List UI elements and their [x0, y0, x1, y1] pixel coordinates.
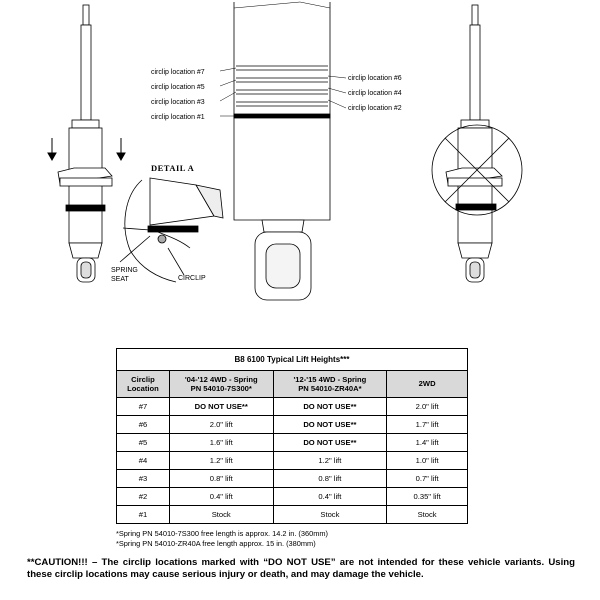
cell-2wd: 2.0" lift: [387, 398, 468, 416]
cell-12-15: Stock: [273, 506, 387, 524]
header-circlip-location: Circlip Location: [117, 371, 170, 398]
cell-12-15: DO NOT USE**: [273, 434, 387, 452]
footnote-7s300: *Spring PN 54010-7S300 free length is approx. 14.2 in. (360mm): [116, 529, 328, 538]
cell-location: #3: [117, 470, 170, 488]
table-title: B8 6100 Typical Lift Heights***: [117, 349, 468, 371]
spring-seat-label-1: SPRING: [111, 267, 138, 274]
circlip-location-7-label: circlip location #7: [151, 69, 205, 76]
cell-12-15: 0.8" lift: [273, 470, 387, 488]
header-04-12-4wd: '04-'12 4WD - Spring PN 54010-7S300*: [169, 371, 273, 398]
cell-04-12: 1.6" lift: [169, 434, 273, 452]
detail-title: DETAIL A: [151, 163, 195, 173]
table-row: [117, 470, 468, 488]
cell-04-12: 1.2" lift: [169, 452, 273, 470]
cell-2wd: 0.7" lift: [387, 470, 468, 488]
cell-location: #4: [117, 452, 170, 470]
cell-04-12: 2.0" lift: [169, 416, 273, 434]
cell-2wd: Stock: [387, 506, 468, 524]
cell-2wd: 1.7" lift: [387, 416, 468, 434]
circlip-location-5-label: circlip location #5: [151, 84, 205, 91]
circlip-location-1-label: circlip location #1: [151, 114, 205, 121]
cell-2wd: 1.4" lift: [387, 434, 468, 452]
circlip-location-6-label: circlip location #6: [348, 75, 402, 82]
circlip-location-3-label: circlip location #3: [151, 99, 205, 106]
cell-location: #6: [117, 416, 170, 434]
right-shock-drawing: [446, 5, 502, 282]
caution-notice: **CAUTION!!! – The circlip locations marked with “DO NOT USE” are not intended for these vehicle variants. Using these circlip locations may cause serious injury or death, and may damage the vehicle.: [27, 557, 575, 580]
circlip-location-4-label: circlip location #4: [348, 90, 402, 97]
cell-location: #2: [117, 488, 170, 506]
cell-04-12: Stock: [169, 506, 273, 524]
circlip-location-2-label: circlip location #2: [348, 105, 402, 112]
footnote-zr40a: *Spring PN 54010-ZR40A free length approx. 15 in. (380mm): [116, 539, 316, 548]
header-12-15-4wd: '12-'15 4WD - Spring PN 54010-ZR40A*: [273, 371, 387, 398]
table-row: [117, 434, 468, 452]
cell-12-15: DO NOT USE**: [273, 398, 387, 416]
circlip-label: CIRCLIP: [178, 275, 206, 282]
cell-04-12: 0.8" lift: [169, 470, 273, 488]
left-shock-drawing: [58, 5, 112, 282]
cell-12-15: DO NOT USE**: [273, 416, 387, 434]
cell-12-15: 1.2" lift: [273, 452, 387, 470]
center-shock-drawing: [234, 2, 330, 300]
spring-seat-label-2: SEAT: [111, 276, 129, 283]
cell-location: #1: [117, 506, 170, 524]
cell-2wd: 1.0" lift: [387, 452, 468, 470]
table-row: [117, 452, 468, 470]
cell-12-15: 0.4" lift: [273, 488, 387, 506]
lift-heights-table: [116, 348, 468, 524]
cell-04-12: 0.4" lift: [169, 488, 273, 506]
table-row: [117, 416, 468, 434]
cell-location: #7: [117, 398, 170, 416]
cell-location: #5: [117, 434, 170, 452]
cell-04-12: DO NOT USE**: [169, 398, 273, 416]
table-row: [117, 398, 468, 416]
header-2wd: 2WD: [387, 371, 468, 398]
table-row: [117, 506, 468, 524]
table-row: [117, 488, 468, 506]
cell-2wd: 0.35" lift: [387, 488, 468, 506]
table-header-row: [117, 371, 468, 398]
